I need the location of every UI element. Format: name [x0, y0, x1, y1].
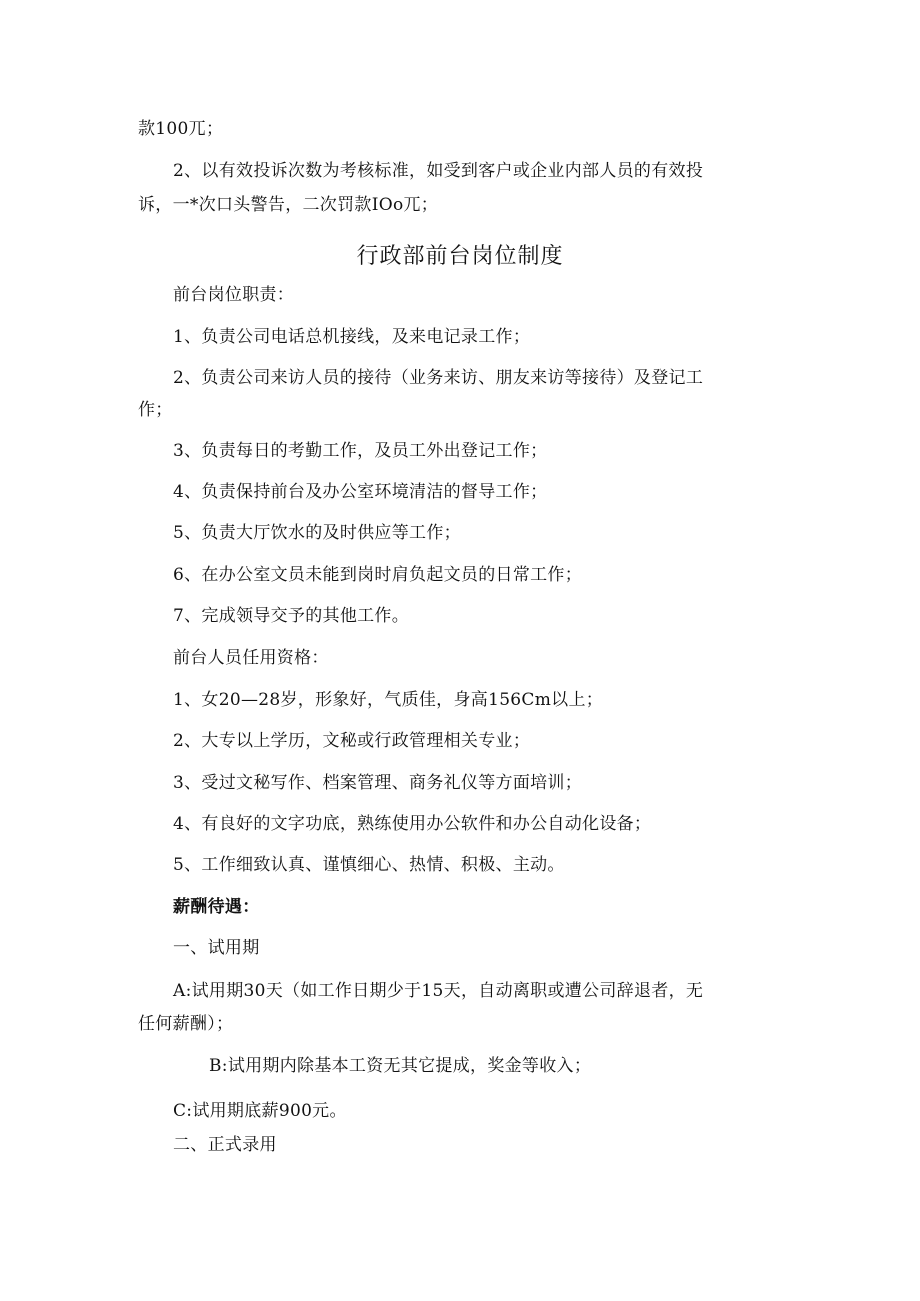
qualification-item-2: 2、大专以上学历，文秘或行政管理相关专业； — [173, 731, 531, 751]
duty-item-2: 2、负责公司来访人员的接待（业务来访、朋友来访等接待）及登记工 — [173, 368, 704, 388]
probation-item-a-cont: 任何薪酬）； — [138, 1014, 234, 1034]
prev-paragraph-line-2: 2、以有效投诉次数为考核标准，如受到客户或企业内部人员的有效投 — [173, 161, 704, 181]
probation-item-b: B:试用期内除基本工资无其它提成，奖金等收入； — [209, 1056, 592, 1076]
duties-heading: 前台岗位职责： — [173, 285, 295, 305]
duty-item-4: 4、负责保持前台及办公室环境清洁的督导工作； — [173, 482, 548, 502]
prev-paragraph-line-3: 诉，一*次口头警告，二次罚款IOo兀； — [138, 195, 439, 215]
formal-employment-heading: 二、正式录用 — [173, 1135, 277, 1155]
qualifications-heading: 前台人员任用资格： — [173, 648, 329, 668]
duty-item-7: 7、完成领导交予的其他工作。 — [173, 606, 410, 626]
duty-item-1: 1、负责公司电话总机接线，及来电记录工作； — [173, 327, 531, 347]
qualification-item-5: 5、工作细致认真、谨慎细心、热情、积极、主动。 — [173, 855, 565, 875]
document-title: 行政部前台岗位制度 — [356, 244, 564, 269]
duty-item-5: 5、负责大厅饮水的及时供应等工作； — [173, 523, 461, 543]
probation-heading: 一、试用期 — [173, 938, 260, 958]
duty-item-3: 3、负责每日的考勤工作，及员工外出登记工作； — [173, 441, 548, 461]
duty-item-2-cont: 作； — [138, 400, 173, 420]
duty-item-6: 6、在办公室文员未能到岗时肩负起文员的日常工作； — [173, 565, 583, 585]
qualification-item-3: 3、受过文秘写作、档案管理、商务礼仪等方面培训； — [173, 773, 583, 793]
qualification-item-4: 4、有良好的文字功底，熟练使用办公软件和办公自动化设备； — [173, 814, 652, 834]
qualification-item-1: 1、女20—28岁，形象好，气质佳，身高156Cm以上； — [173, 690, 604, 710]
salary-heading: 薪酬待遇： — [173, 897, 260, 917]
probation-item-a: A:试用期30天（如工作日期少于15天，自动离职或遭公司辞退者，无 — [173, 981, 704, 1001]
probation-item-c: C:试用期底薪900元。 — [173, 1101, 347, 1121]
prev-paragraph-line-1: 款100兀； — [138, 119, 224, 139]
